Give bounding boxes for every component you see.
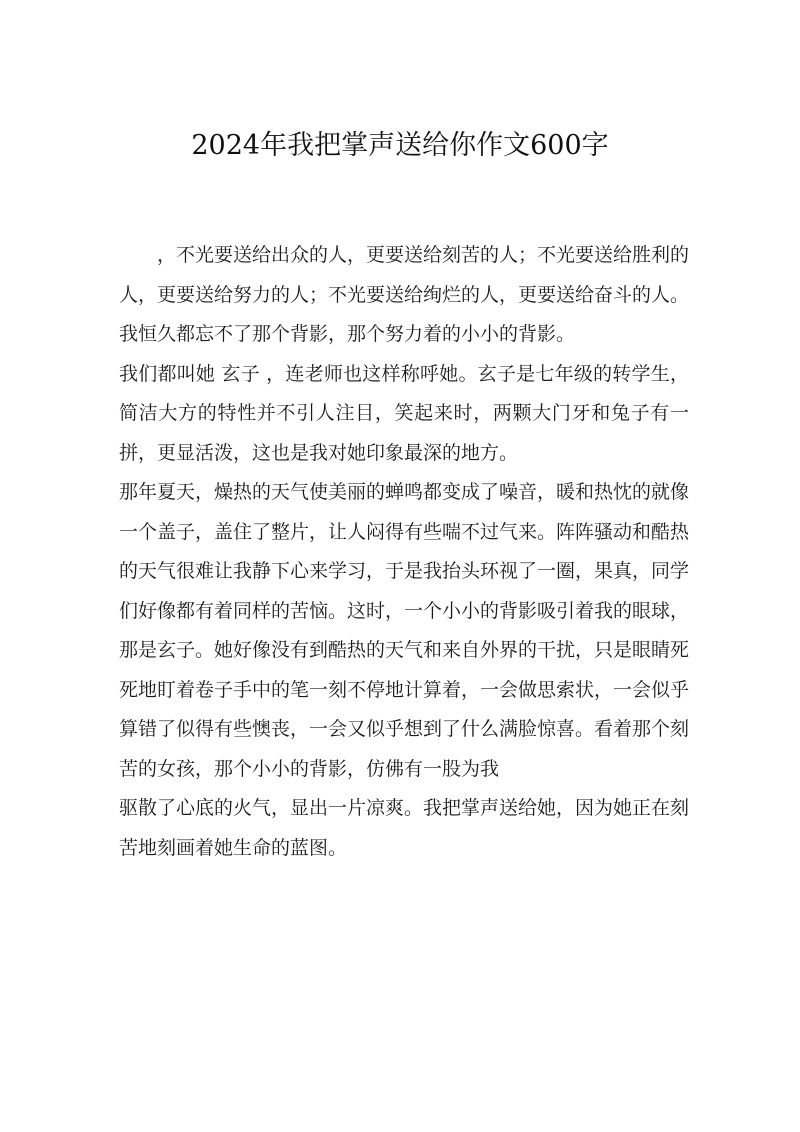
paragraph-conclusion: 驱散了心底的火气，显出一片凉爽。我把掌声送给她，因为她正在刻苦地刻画着她生命的蓝图。 — [119, 797, 690, 859]
paragraph-intro: ，不光要送给出众的人，更要送给刻苦的人；不光要送给胜利的人，更要送给努力的人；不光要送给绚烂的人，更要送给奋斗的人。 — [119, 244, 690, 306]
paragraph-memory: 我恒久都忘不了那个背影，那个努力着的小小的背影。 — [119, 323, 576, 345]
document-title: 2024年我把掌声送给你作文600字 — [191, 130, 609, 161]
paragraph-summer: 那年夏天，燥热的天气使美丽的蝉鸣都变成了噪音，暖和热忱的就像一个盖子，盖住了整片，让人闷得有些喘不过气来。阵阵骚动和酷热的天气很难让我静下心来学习，于是我抬头环视了一圈，果真，同学们好像都有着同样的苦恼。这时，一个小小的背影吸引着我的眼球，那是玄子。她好像没有到酷热的天气和来自外界的干扰，只是眼睛死死地盯着卷子手中的笔一刻不停地计算着，一会做思索状，一会似乎算错了似得有些懊丧，一会又似乎想到了什么满脸惊喜。看着那个刻苦的女孩，那个小小的背影，仿佛有一股为我 — [119, 481, 690, 780]
document-body — [119, 236, 689, 868]
paragraph-xuanzi: 我们都叫她 玄子 ，连老师也这样称呼她。玄子是七年级的转学生，简洁大方的特性并不引人注目，笑起来时，两颗大门牙和兔子有一拼，更显活泼，这也是我对她印象最深的地方。 — [119, 362, 689, 464]
